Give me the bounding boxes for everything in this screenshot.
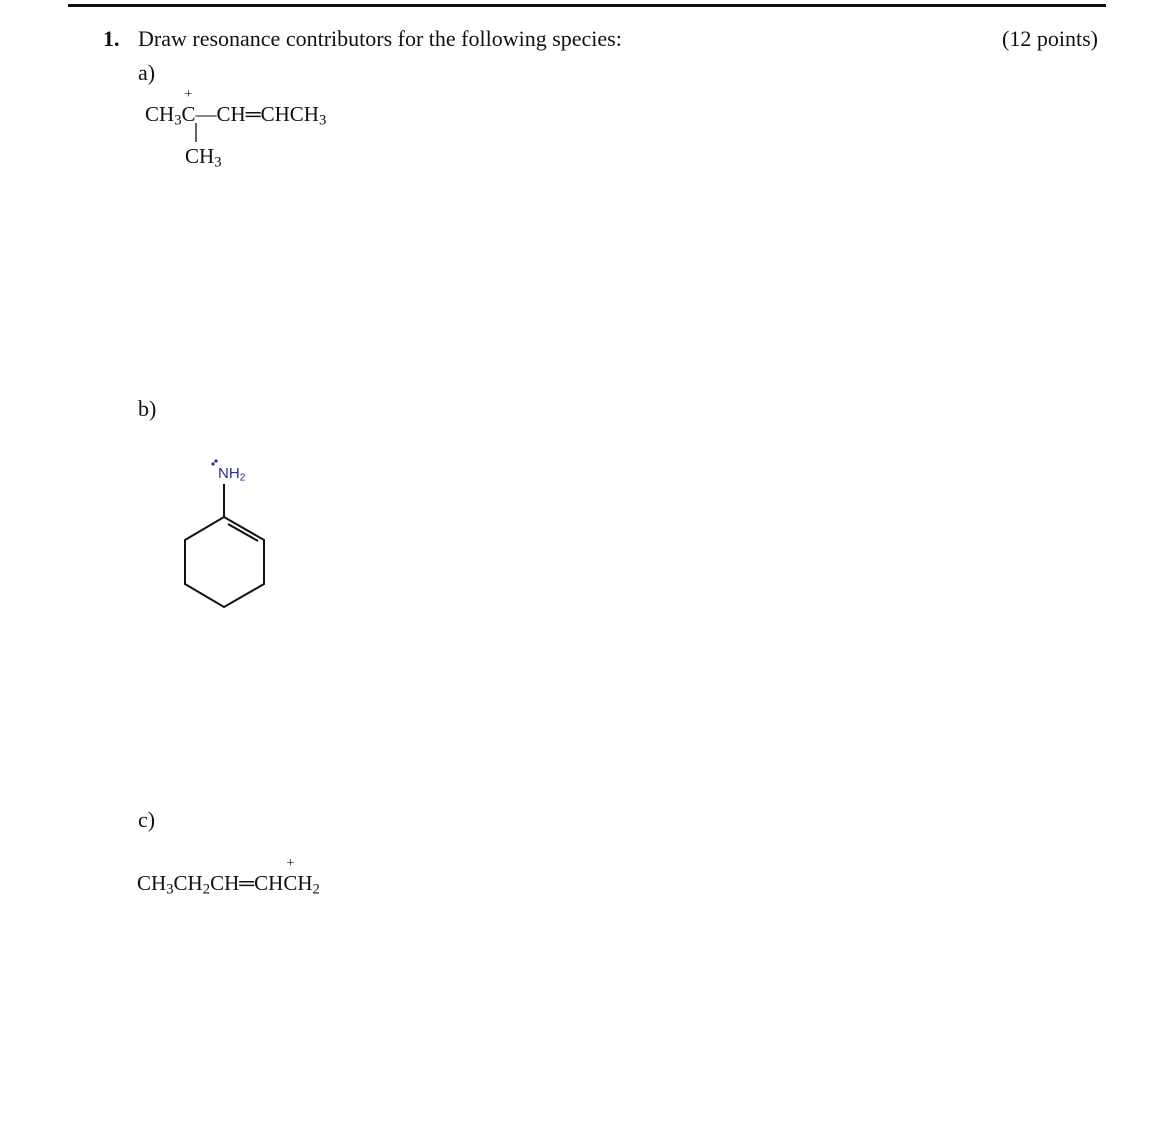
part-b-label: b) — [138, 396, 157, 421]
single-bond: — — [195, 102, 217, 126]
question-number: 1. — [103, 26, 120, 51]
carbocation-carbon: C + — [181, 87, 196, 126]
lone-pair-dot — [211, 462, 214, 465]
amino-group: $NH_2$ — [218, 465, 246, 484]
double-bond: ═ — [245, 102, 261, 126]
part-a-methyl-branch: $CH_3$ — [185, 144, 222, 171]
part-a-main-chain: $CH_3C$ + $—CH═CHCH_3$ — [145, 87, 327, 129]
question-points: (12 points) — [1002, 26, 1098, 51]
ch3-left: CH — [145, 102, 175, 126]
part-c-label: c) — [138, 807, 156, 832]
carbocation-carbon: C + — [283, 856, 298, 895]
ring-double-bond — [228, 524, 258, 541]
positive-charge: + — [286, 856, 295, 871]
part-c-structure: $CH_3CH_2CH═CHC$ + $H_2$ — [137, 856, 320, 898]
double-bond: ═ — [239, 871, 255, 895]
ring-bonds — [185, 517, 264, 607]
positive-charge: + — [184, 87, 193, 102]
part-a-label: a) — [138, 60, 156, 85]
question-text: Draw resonance contributors for the following species: — [138, 26, 622, 51]
lone-pair-dot — [214, 459, 217, 462]
